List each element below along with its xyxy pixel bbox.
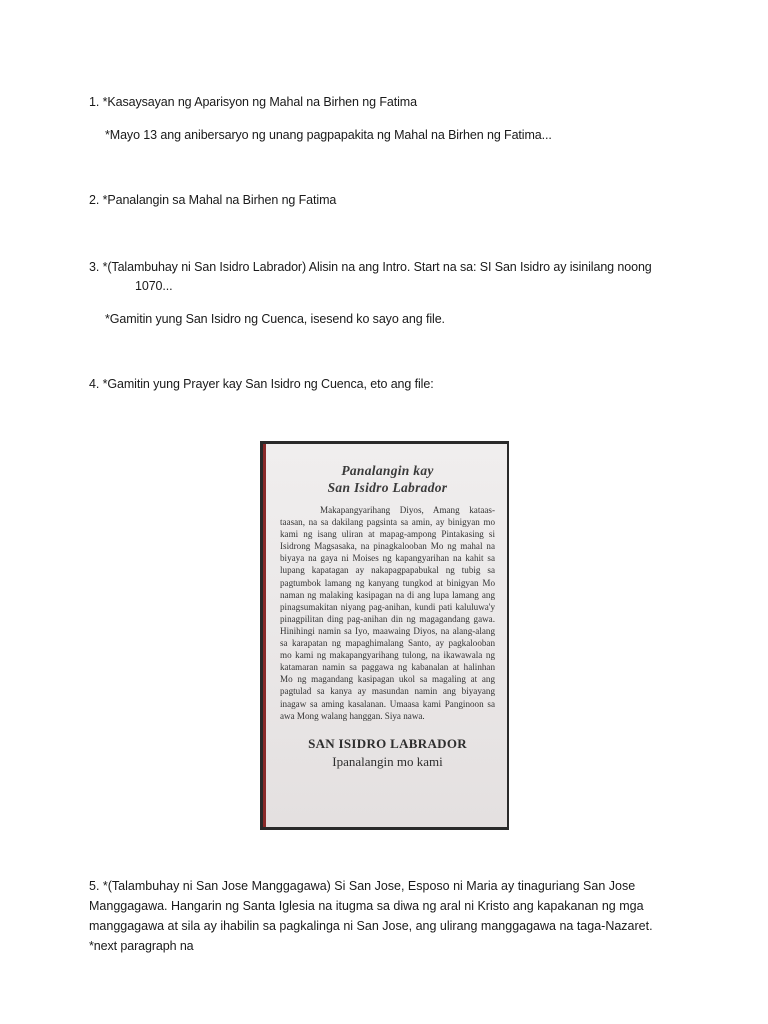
prayer-card-footer-sub: Ipanalangin mo kami [332, 753, 443, 769]
item-2-title: 2. *Panalangin sa Mahal na Birhen ng Fatima [89, 193, 337, 207]
prayer-card-footer-name: SAN ISIDRO LABRADOR [308, 735, 467, 751]
prayer-card [263, 444, 507, 827]
item-5-note: *next paragraph na [89, 939, 194, 953]
prayer-card-footer [280, 736, 495, 770]
item-1-note: *Mayo 13 ang anibersaryo ng unang pagpapakita ng Mahal na Birhen ng Fatima... [105, 128, 552, 142]
item-3-note: *Gamitin yung San Isidro ng Cuenca, isesend ko sayo ang file. [105, 312, 445, 326]
prayer-card-title-1: Panalangin kay [341, 463, 434, 478]
prayer-card-body: Makapangyarihang Diyos, Amang kataas-taasan, na sa dakilang pagsinta sa amin, ay binigyan mo kami ng isang uliran at mapag-ampong Pintakasing si Isidrong Magsasaka, na pinagkalooban Mo ng mahal na biyaya na gaya ni Moises ng kapangyarihan na kahit sa lupang kapatagan ay nakapagpapabukal ng tubig sa pagtumbok lamang ng kanyang tungkod at binigyan Mo naman ng malaking kasipagan na di ang lupa lamang ang pinagsumakitan niyang pag-anihan, kundi pati kaluluwa'y pinagpilitan ding pag-anihan din ng magagandang gawa. Hinihingi namin sa Iyo, maawaing Diyos, na alang-alang sa karapatan ng mapaghimalang Santo, ay pagkalooban mo kami ng makapangyarihang tulong, na ikawawala ng katamaran namin sa paggawa ng kabanalan at halinhan Mo ng magandang kasipagan ukol sa magaling at ang pagtulad sa kanya ay masundan namin ang biyayang inagaw sa aming kasalanan. Umaasa kami Panginoon sa awa Mong walang hanggan. Siya nawa. [280, 505, 495, 721]
prayer-card-title-2: San Isidro Labrador [327, 480, 448, 495]
item-5-paragraph: 5. *(Talambuhay ni San Jose Manggagawa) Si San Jose, Esposo ni Maria ay tinaguriang San Jose Manggagawa. Hangarin ng Santa Iglesia na itugma sa diwa ng aral ni Kristo ang kapakanan ng mga manggagawa at sila ay ihabilin sa pagkalinga ni San Jose, ang ulirang manggagawa na taga-Nazaret. [89, 879, 653, 933]
item-1-title: 1. *Kasaysayan ng Aparisyon ng Mahal na Birhen ng Fatima [89, 95, 417, 109]
item-3-title-cont: 1070... [135, 279, 173, 293]
prayer-card-photo [260, 441, 509, 830]
item-3-title: 3. *(Talambuhay ni San Isidro Labrador) Alisin na ang Intro. Start na sa: SI San Isidro ay isinilang noong [89, 260, 652, 274]
item-4-title: 4. *Gamitin yung Prayer kay San Isidro ng Cuenca, eto ang file: [89, 377, 434, 391]
